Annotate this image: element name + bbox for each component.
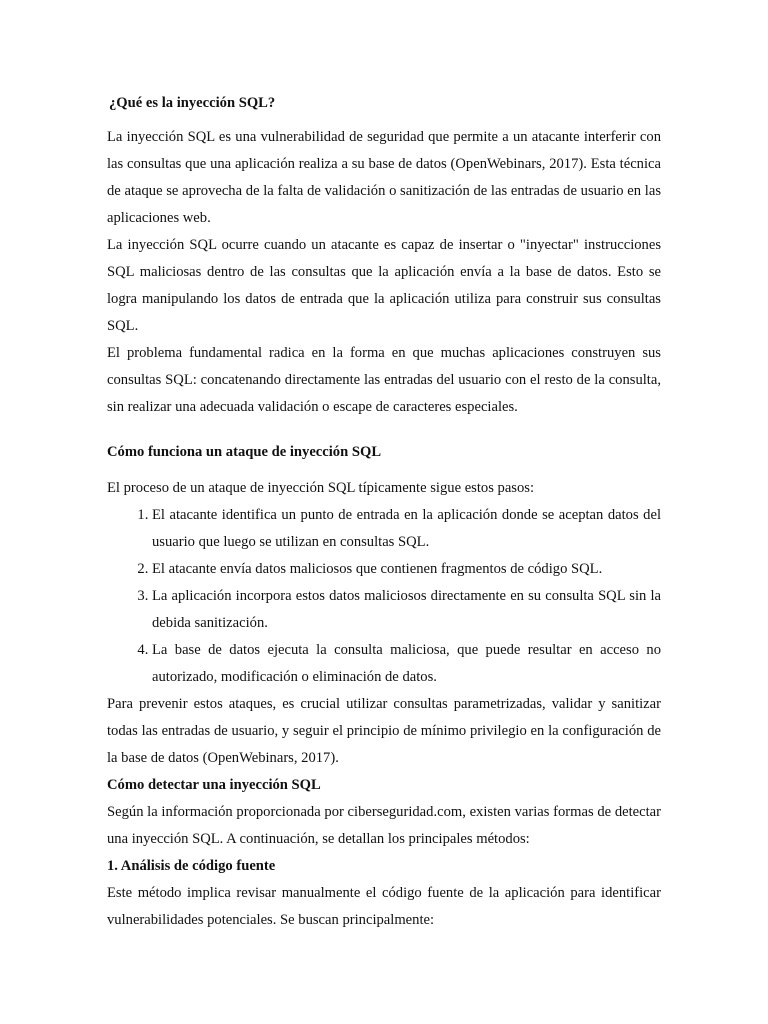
attack-section-lead: El proceso de un ataque de inyección SQL típicamente sigue estos pasos: xyxy=(107,480,535,496)
intro-paragraph-2: La inyección SQL ocurre cuando un atacante es capaz de insertar o "inyectar" instrucciones SQL maliciosas dentro de las consultas que la aplicación envía a la base de datos. Esto se logra manipulando los datos de entrada que la aplicación utiliza para construir sus consultas SQL. xyxy=(107,237,661,334)
document-page xyxy=(107,90,661,934)
intro-paragraph-1: La inyección SQL es una vulnerabilidad de seguridad que permite a un atacante interferir con las consultas que una aplicación realiza a su base de datos (OpenWebinars, 2017). Esta técnica de ataque se aprovecha de la falta de validación o sanitización de las entradas de usuario en las aplicaciones web. xyxy=(107,129,661,226)
detect-subheading-source-code: 1. Análisis de código fuente xyxy=(107,858,276,874)
document-title: ¿Qué es la inyección SQL? xyxy=(109,95,276,111)
attack-section-heading: Cómo funciona un ataque de inyección SQL xyxy=(107,444,382,460)
attack-step-3: 3. La aplicación incorpora estos datos maliciosos directamente en su consulta SQL sin la debida sanitización. xyxy=(152,583,661,637)
detect-section-heading: Cómo detectar una inyección SQL xyxy=(107,777,321,793)
detect-section-body: Este método implica revisar manualmente el código fuente de la aplicación para identificar vulnerabilidades potenciales. Se buscan principalmente: xyxy=(107,885,661,928)
attack-section-closing: Para prevenir estos ataques, es crucial utilizar consultas parametrizadas, validar y sanitizar todas las entradas de usuario, y seguir el principio de mínimo privilegio en la configuración de la base de datos (OpenWebinars, 2017). xyxy=(107,696,661,766)
attack-step-2: 2. El atacante envía datos maliciosos que contienen fragmentos de código SQL. xyxy=(152,556,661,583)
intro-paragraph-3: El problema fundamental radica en la forma en que muchas aplicaciones construyen sus consultas SQL: concatenando directamente las entradas del usuario con el resto de la consulta, sin realizar una adecuada validación o escape de caracteres especiales. xyxy=(107,345,661,415)
attack-step-4: 4. La base de datos ejecuta la consulta maliciosa, que puede resultar en acceso no autorizado, modificación o eliminación de datos. xyxy=(152,637,661,691)
attack-step-1: 1. El atacante identifica un punto de entrada en la aplicación donde se aceptan datos del usuario que luego se utilizan en consultas SQL. xyxy=(152,502,661,556)
attack-steps-list xyxy=(107,502,661,691)
detect-section-lead: Según la información proporcionada por ciberseguridad.com, existen varias formas de detectar una inyección SQL. A continuación, se detallan los principales métodos: xyxy=(107,804,661,847)
